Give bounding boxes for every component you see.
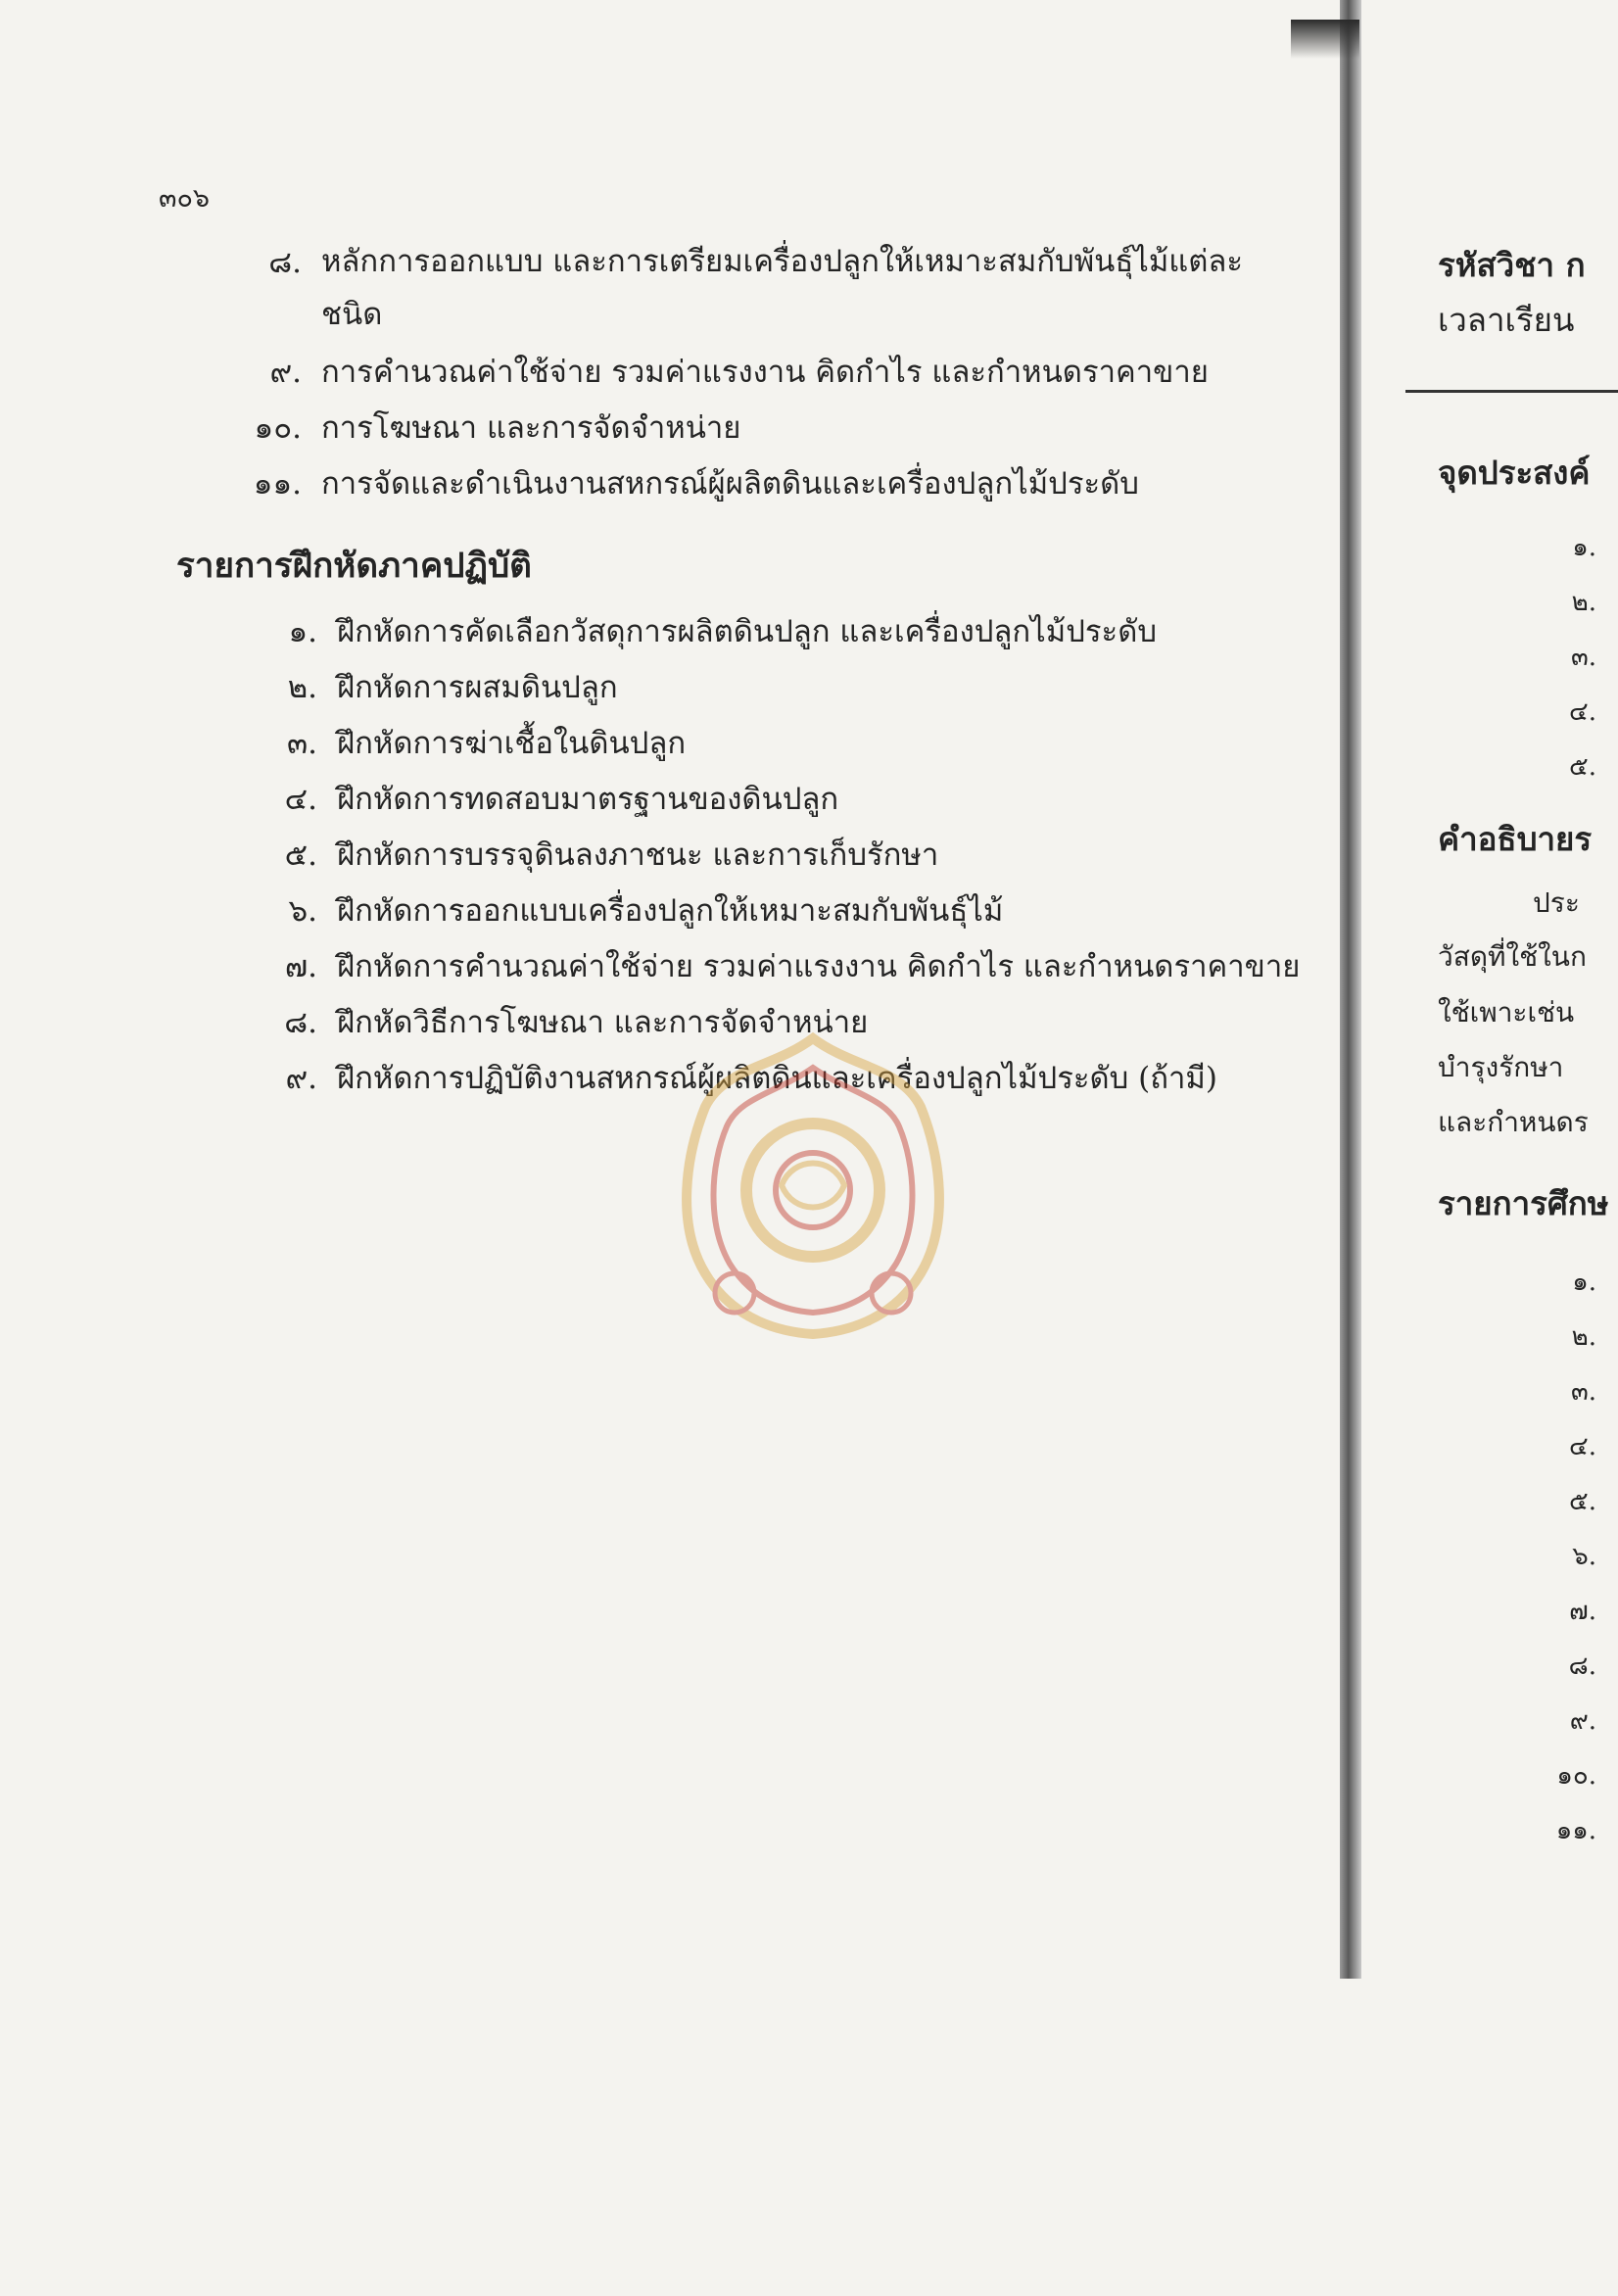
study-number: ๓. (1570, 1377, 1596, 1407)
course-code: รหัสวิชา ก (1438, 246, 1586, 284)
practice-item (257, 828, 1334, 884)
practice-item (257, 772, 1334, 828)
practice-item (257, 604, 1334, 660)
objective-number: ๒. (1571, 588, 1596, 617)
description-line: บำรุงรักษา (1438, 1051, 1564, 1083)
item-number: ๘. (284, 1005, 317, 1040)
description-line: ประ (1533, 886, 1580, 919)
study-number: ๘. (1568, 1651, 1596, 1681)
item-number: ๗. (284, 949, 317, 984)
item-number: ๓. (286, 726, 317, 761)
item-number: ๙. (269, 355, 302, 390)
study-item (241, 456, 1318, 512)
item-number: ๙. (285, 1061, 317, 1096)
study-number: ๙. (1569, 1706, 1596, 1736)
study-number: ๑๑. (1555, 1816, 1596, 1845)
divider (1405, 390, 1618, 393)
description-line: วัสดุที่ใช้ในก (1438, 940, 1587, 973)
study-number: ๒. (1571, 1322, 1596, 1352)
objective-number: ๔. (1569, 697, 1596, 727)
practice-item (257, 716, 1334, 772)
item-text: การโฆษณา และการจัดจำหน่าย (321, 410, 741, 446)
objective-number: ๓. (1570, 643, 1596, 672)
item-text: หลักการออกแบบ และการเตรียมเครื่องปลูกให้เหมาะสมกับพันธุ์ไม้แต่ละ ชนิด (321, 244, 1244, 332)
facing-page (1361, 0, 1618, 2296)
item-number: ๒. (287, 670, 317, 705)
item-text: ฝึกหัดการทดสอบมาตรฐานของดินปลูก (337, 782, 839, 817)
item-text: การจัดและดำเนินงานสหกรณ์ผู้ผลิตดินและเครื่องปลูกไม้ประดับ (321, 466, 1139, 502)
study-list (241, 235, 1318, 512)
item-number: ๖. (288, 893, 317, 929)
study-number: ๖. (1572, 1542, 1596, 1571)
item-text: ฝึกหัดการบรรจุดินลงภาชนะ และการเก็บรักษา (337, 837, 939, 873)
study-number: ๔. (1569, 1432, 1596, 1461)
objective-number: ๑. (1572, 533, 1596, 562)
practice-item (257, 939, 1334, 995)
binding-shadow (1340, 0, 1361, 1979)
study-item (241, 401, 1318, 456)
watermark-seal-icon (666, 1028, 960, 1342)
description-heading: คำอธิบายร (1438, 820, 1593, 858)
practice-heading: รายการฝึกหัดภาคปฏิบัติ (176, 546, 532, 586)
item-text: ฝึกหัดวิธีการโฆษณา และการจัดจำหน่าย (337, 1005, 869, 1040)
item-text: ฝึกหัดการปฏิบัติงานสหกรณ์ผู้ผลิตดินและเครื่องปลูกไม้ประดับ (ถ้ามี) (337, 1061, 1217, 1096)
study-time: เวลาเรียน (1438, 301, 1575, 339)
item-number: ๔. (284, 782, 317, 817)
study-number: ๑๐. (1556, 1761, 1596, 1791)
study-list-heading: รายการศึกษ (1438, 1184, 1609, 1222)
item-text: ฝึกหัดการฆ่าเชื้อในดินปลูก (337, 726, 687, 761)
study-number: ๕. (1569, 1487, 1596, 1516)
item-number: ๑๐. (254, 410, 302, 446)
study-number: ๑. (1572, 1268, 1596, 1297)
item-text: ฝึกหัดการออกแบบเครื่องปลูกให้เหมาะสมกับพันธุ์ไม้ (337, 893, 1004, 929)
item-number: ๑๑. (253, 466, 302, 502)
practice-item (257, 884, 1334, 939)
item-text: การคำนวณค่าใช้จ่าย รวมค่าแรงงาน คิดกำไร และกำหนดราคาขาย (321, 355, 1209, 390)
study-number: ๗. (1569, 1597, 1596, 1626)
description-line: และกำหนดร (1438, 1106, 1589, 1138)
item-number: ๘. (268, 245, 302, 280)
objectives-heading: จุดประสงค์ (1438, 454, 1591, 492)
study-item (241, 235, 1318, 345)
description-line: ใช้เพาะเช่น (1438, 996, 1575, 1028)
study-item (241, 345, 1318, 401)
page-number: ๓๐๖ (159, 183, 211, 214)
item-text: ฝึกหัดการผสมดินปลูก (337, 670, 618, 705)
binding-shadow-top (1291, 20, 1359, 59)
practice-item (257, 660, 1334, 716)
item-text: ฝึกหัดการคัดเลือกวัสดุการผลิตดินปลูก และเครื่องปลูกไม้ประดับ (337, 614, 1157, 649)
item-text: ฝึกหัดการคำนวณค่าใช้จ่าย รวมค่าแรงงาน คิดกำไร และกำหนดราคาขาย (337, 949, 1301, 984)
item-number: ๑. (288, 614, 317, 649)
objective-number: ๕. (1569, 752, 1596, 782)
item-number: ๕. (284, 837, 317, 873)
